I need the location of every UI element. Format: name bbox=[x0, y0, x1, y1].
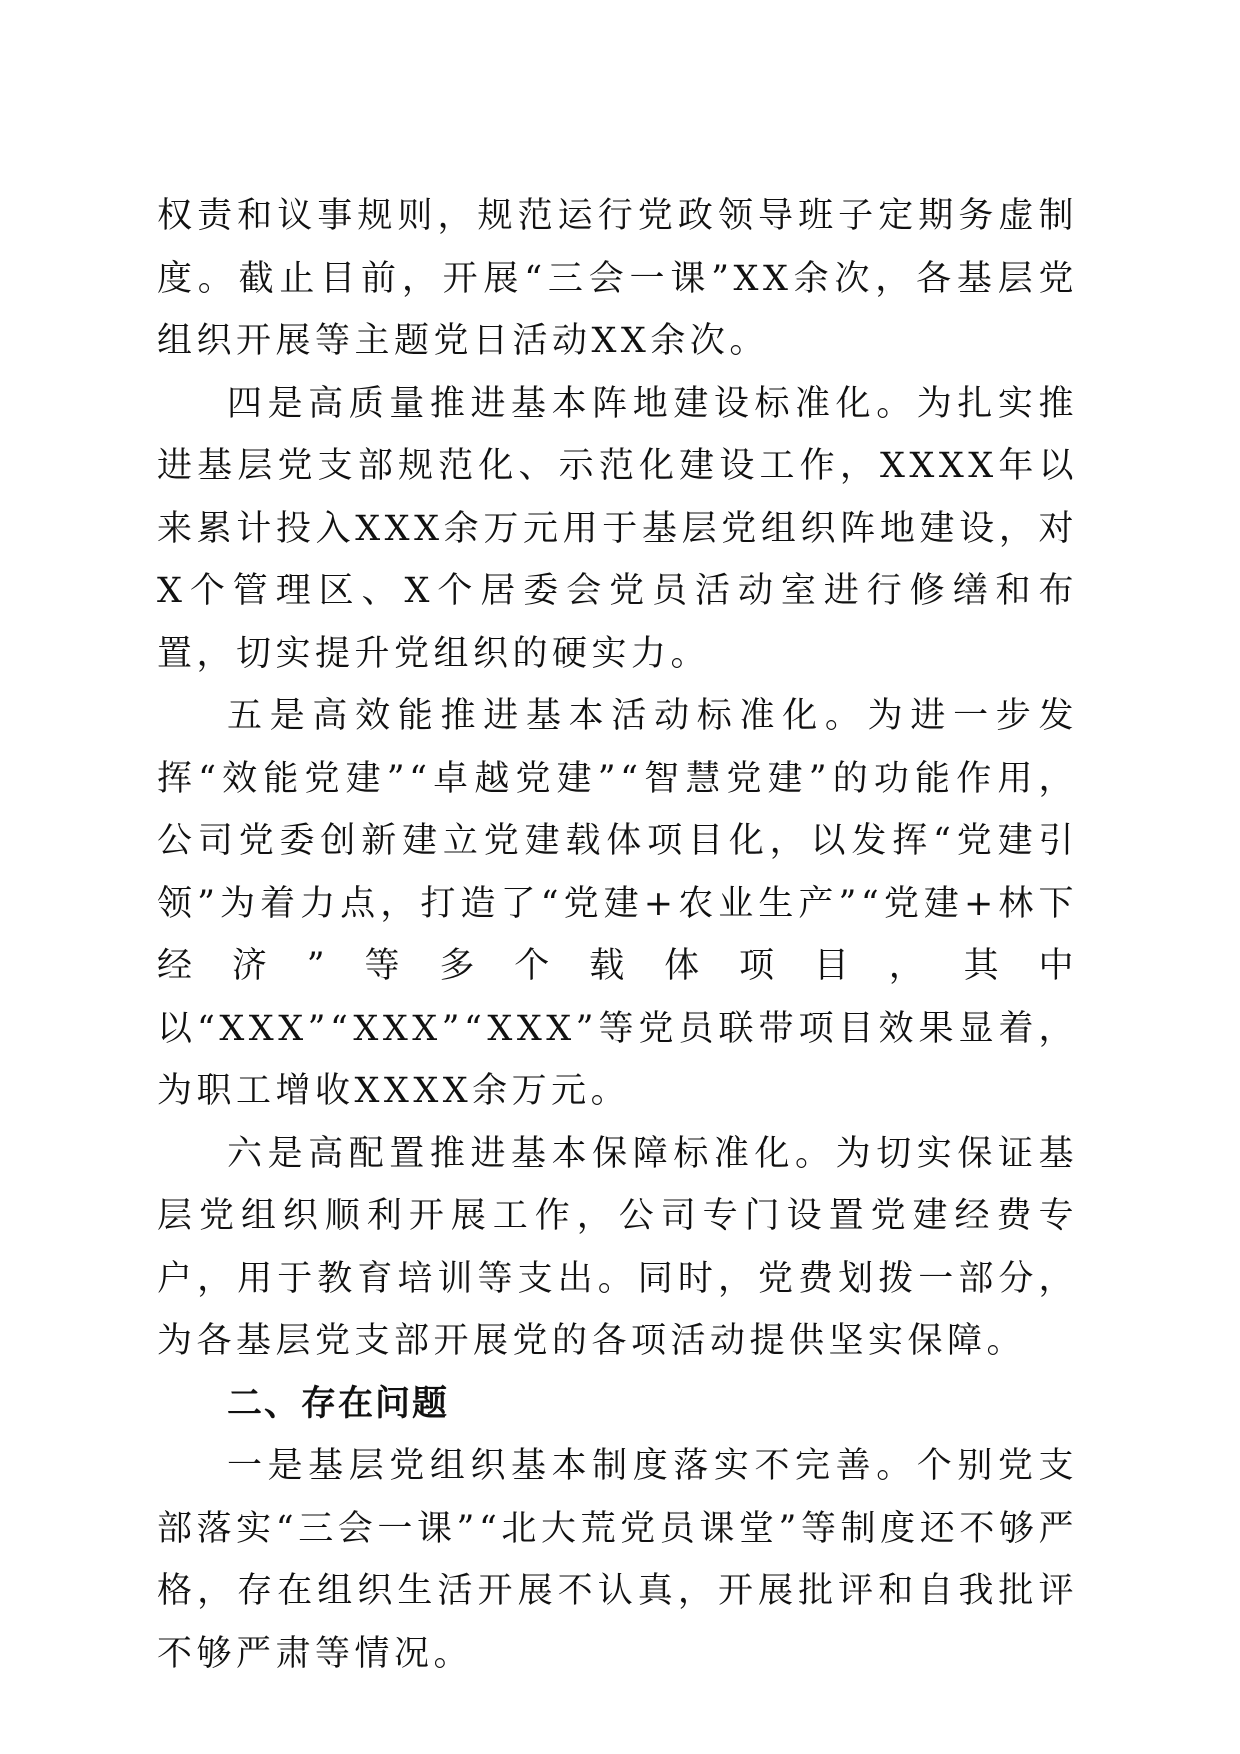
paragraph-point-five: 五是高效能推进基本活动标准化。为进一步发挥“效能党建”“卓越党建”“智慧党建”的功能作用，公司党委创新建立党建载体项目化，以发挥“党建引领”为着力点，打造了“党建+农业生产”“党建+林下经济”等多个载体项目，其中以“XXX”“XXX”“XXX”等党员联带项目效果显着，为职工增收XXXX余万元。 bbox=[157, 696, 1078, 1111]
paragraph-point-six: 六是高配置推进基本保障标准化。为切实保证基层党组织顺利开展工作，公司专门设置党建经费专户，用于教育培训等支出。同时，党费划拨一部分，为各基层党支部开展党的各项活动提供坚实保障。 bbox=[157, 1133, 1078, 1361]
document-body bbox=[157, 185, 1078, 1685]
paragraph-continuation: 权责和议事规则，规范运行党政领导班子定期务虚制度。截止目前，开展“三会一课”XX余次，各基层党组织开展等主题党日活动XX余次。 bbox=[157, 196, 1078, 361]
paragraph-issue-one: 一是基层党组织基本制度落实不完善。个别党支部落实“三会一课”“北大荒党员课堂”等制度还不够严格，存在组织生活开展不认真，开展批评和自我批评不够严肃等情况。 bbox=[157, 1446, 1078, 1674]
paragraph-point-four: 四是高质量推进基本阵地建设标准化。为扎实推进基层党支部规范化、示范化建设工作，XXXX年以来累计投入XXX余万元用于基层党组织阵地建设，对X个管理区、X个居委会党员活动室进行修缮和布置，切实提升党组织的硬实力。 bbox=[157, 383, 1078, 674]
section-heading: 二、存在问题 bbox=[227, 1382, 450, 1424]
